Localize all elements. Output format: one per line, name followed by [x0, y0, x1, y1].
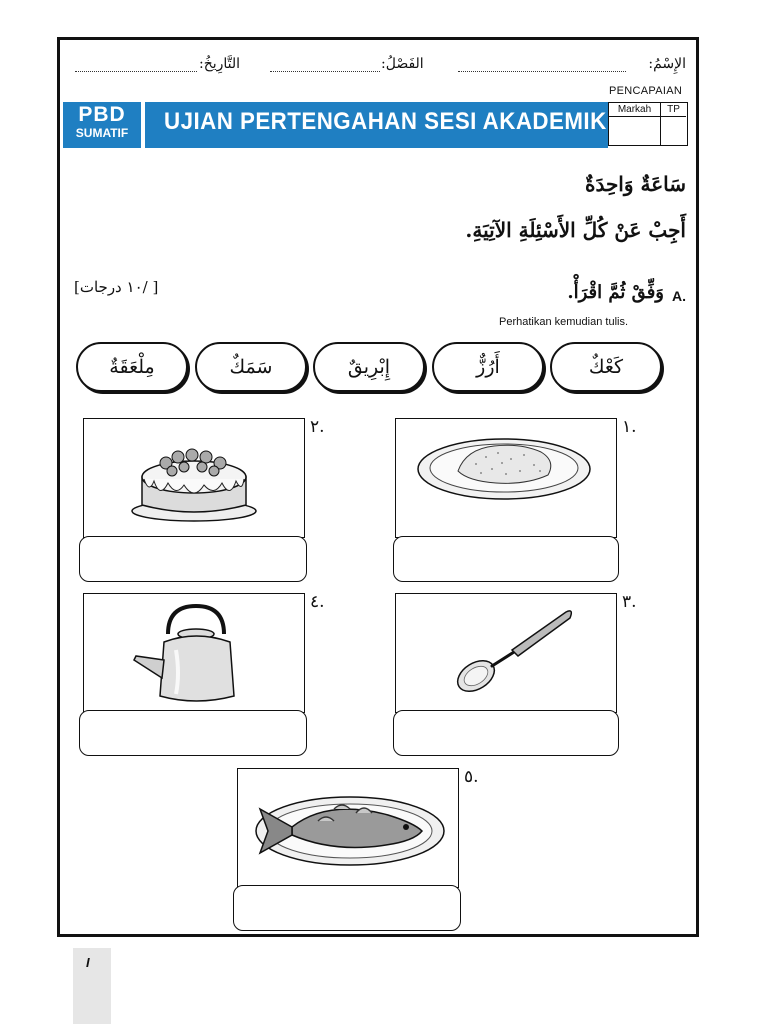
page-number: I [86, 955, 90, 970]
page-tab [73, 948, 111, 1024]
score-head-markah: Markah [609, 103, 661, 117]
question-number: ١. [622, 417, 637, 437]
word-card-kak[interactable]: كَعْكٌ [550, 342, 662, 392]
banner-title: UJIAN PERTENGAHAN SESI AKADEMIK [164, 108, 607, 135]
cake-icon [84, 419, 303, 536]
class-field[interactable] [270, 71, 380, 72]
score-cell-tp[interactable] [661, 117, 686, 145]
spoon-icon [396, 594, 615, 711]
instruction-title: أَجِبْ عَنْ كُلِّ الأَسْئِلَةِ الآتِيَةِ. [465, 218, 686, 242]
question-image-box [237, 768, 459, 888]
fish-plate-icon [238, 769, 457, 886]
answer-box[interactable] [79, 710, 307, 756]
question-image-box [395, 418, 617, 538]
question-image-box [83, 593, 305, 713]
question-image-box [395, 593, 617, 713]
score-cell-markah[interactable] [609, 117, 661, 145]
answer-box[interactable] [393, 710, 619, 756]
banner-divider [141, 102, 145, 148]
topic-title: سَاعَةٌ وَاحِدَةٌ [584, 172, 686, 196]
name-label: الإِسْمُ: [648, 56, 686, 72]
question-number: ٥. [464, 767, 479, 787]
word-card-ibriq[interactable]: إِبْرِيقٌ [313, 342, 425, 392]
rice-plate-icon [396, 419, 615, 536]
pencapaian-label: PENCAPAIAN [609, 85, 683, 97]
date-field[interactable] [75, 71, 197, 72]
question-number: ٤. [310, 592, 325, 612]
answer-box[interactable] [233, 885, 461, 931]
pbd-badge-top: PBD [78, 103, 126, 126]
question-number: ٢. [310, 417, 325, 437]
class-label: الفَصْلُ: [381, 56, 424, 72]
question-image-box [83, 418, 305, 538]
section-subtitle: Perhatikan kemudian tulis. [499, 316, 629, 328]
question-number: ٣. [622, 592, 637, 612]
score-head-tp: TP [661, 103, 686, 117]
section-title: وَفِّقْ ثُمَّ اقْرَأْ. [567, 282, 664, 303]
name-field[interactable] [458, 71, 626, 72]
date-label: التَّارِيخُ: [199, 56, 241, 72]
pbd-badge-bottom: SUMATIF [75, 126, 129, 140]
word-card-samak[interactable]: سَمَكٌ [195, 342, 307, 392]
worksheet-frame [57, 37, 699, 937]
word-card-milaqah[interactable]: مِلْعَقَةٌ [76, 342, 188, 392]
section-marks: [ /١٠ درجات] [74, 278, 159, 296]
answer-box[interactable] [393, 536, 619, 582]
section-letter: A. [672, 288, 686, 304]
score-table [608, 102, 688, 146]
kettle-icon [84, 594, 303, 711]
answer-box[interactable] [79, 536, 307, 582]
word-card-aruz[interactable]: أَرُزٌّ [432, 342, 544, 392]
